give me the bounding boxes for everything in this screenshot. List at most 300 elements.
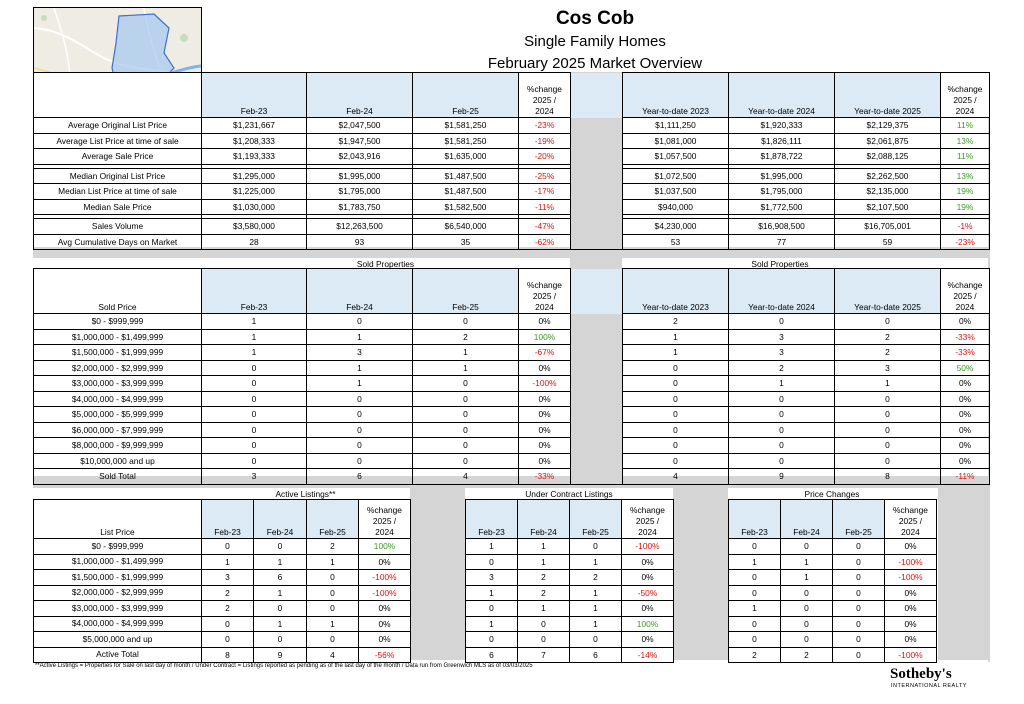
pct-change: 19% <box>941 199 990 215</box>
pct-change: -17% <box>519 184 571 200</box>
table-row <box>34 234 990 250</box>
column-header: Year-to-date 2023 <box>623 73 729 118</box>
pct-header-line: 2024 <box>955 302 975 312</box>
cell-value: $16,705,001 <box>835 219 941 235</box>
gap-column <box>571 184 623 200</box>
pct-header-line: %change <box>367 505 402 515</box>
cell-value: 1 <box>623 329 729 345</box>
table-row <box>466 647 674 663</box>
cell-value: 0 <box>729 438 835 454</box>
row-label: $1,000,000 - $1,499,999 <box>34 554 202 570</box>
cell-value: 1 <box>623 345 729 361</box>
cell-value: 2 <box>835 345 941 361</box>
pct-change: -1% <box>941 219 990 235</box>
header-row <box>34 269 990 314</box>
pct-change: -33% <box>941 345 990 361</box>
gap-column <box>571 168 623 184</box>
cell-value: 0 <box>307 570 359 586</box>
row-label: $2,000,000 - $2,999,999 <box>34 360 202 376</box>
cell-value: 0 <box>835 453 941 469</box>
cell-value: 3 <box>729 345 835 361</box>
cell-value: 0 <box>413 376 519 392</box>
cell-value: 1 <box>307 616 359 632</box>
cell-value: 3 <box>835 360 941 376</box>
table-row <box>729 585 937 601</box>
pct-header-line: 2025 / <box>953 95 977 105</box>
cell-value: 0 <box>835 422 941 438</box>
row-label: Median Original List Price <box>34 168 202 184</box>
cell-value: 0 <box>307 438 413 454</box>
cell-value: 0 <box>729 632 781 648</box>
cell-value: 0 <box>781 632 833 648</box>
table-row <box>729 616 937 632</box>
band-list-3 <box>938 488 988 660</box>
cell-value: 7 <box>518 647 570 663</box>
cell-value: 1 <box>307 329 413 345</box>
cell-value: 0 <box>623 453 729 469</box>
pct-change-header <box>941 269 990 314</box>
cell-value: 1 <box>413 360 519 376</box>
pct-header-line: 2024 <box>375 527 394 537</box>
cell-value: $2,088,125 <box>835 149 941 165</box>
cell-value: $1,295,000 <box>202 168 307 184</box>
pct-change: 0% <box>885 601 937 617</box>
cell-value: 1 <box>307 554 359 570</box>
cell-value: 0 <box>781 585 833 601</box>
cell-value: 0 <box>307 632 359 648</box>
cell-value: 3 <box>729 329 835 345</box>
pct-change: 0% <box>519 407 571 423</box>
cell-value: 1 <box>729 376 835 392</box>
cell-value: 1 <box>254 554 307 570</box>
table-row <box>34 149 990 165</box>
table-row <box>466 601 674 617</box>
row-label: $6,000,000 - $7,999,999 <box>34 422 202 438</box>
table-row <box>34 453 990 469</box>
pct-change: -100% <box>622 539 674 555</box>
cell-value: 0 <box>307 453 413 469</box>
cell-value: $1,878,722 <box>729 149 835 165</box>
cell-value: 1 <box>466 616 518 632</box>
table-row <box>34 647 411 663</box>
pct-change: 0% <box>622 554 674 570</box>
cell-value: 0 <box>518 632 570 648</box>
cell-value: 3 <box>307 345 413 361</box>
cell-value: 1 <box>466 585 518 601</box>
report-title: Cos Cob <box>555 8 635 29</box>
pct-change: 0% <box>622 601 674 617</box>
sold-properties-table <box>33 268 990 485</box>
pct-change: -56% <box>359 647 411 663</box>
table-row <box>34 314 990 330</box>
cell-value: 4 <box>307 647 359 663</box>
column-header: Feb-24 <box>307 269 413 314</box>
cell-value: 2 <box>729 360 835 376</box>
gap-column <box>571 219 623 235</box>
cell-value: $1,795,000 <box>729 184 835 200</box>
cell-value: 2 <box>202 585 254 601</box>
column-header: Feb-25 <box>413 269 519 314</box>
cell-value: $1,037,500 <box>623 184 729 200</box>
cell-value: $16,908,500 <box>729 219 835 235</box>
cell-value: $3,580,000 <box>202 219 307 235</box>
row-label: $5,000,000 and up <box>34 632 202 648</box>
cell-value: 0 <box>623 360 729 376</box>
cell-value: 1 <box>307 376 413 392</box>
row-label: $4,000,000 - $4,999,999 <box>34 616 202 632</box>
table-row <box>34 422 990 438</box>
cell-value: 0 <box>307 391 413 407</box>
table-row <box>34 407 990 423</box>
gap-column <box>571 133 623 149</box>
cell-value: 0 <box>833 554 885 570</box>
column-header: Feb-25 <box>307 500 359 539</box>
pct-change: -100% <box>519 376 571 392</box>
cell-value: $2,135,000 <box>835 184 941 200</box>
gap-column <box>571 149 623 165</box>
pct-change: 100% <box>622 616 674 632</box>
cell-value: 0 <box>413 391 519 407</box>
row-label: Active Total <box>34 647 202 663</box>
brand-tagline: INTERNATIONAL REALTY <box>891 683 967 689</box>
cell-value: $1,081,000 <box>623 133 729 149</box>
cell-value: 0 <box>729 422 835 438</box>
row-label: $0 - $999,999 <box>34 539 202 555</box>
cell-value: $1,487,500 <box>413 168 519 184</box>
gap-column <box>571 234 623 250</box>
table-row <box>34 570 411 586</box>
cell-value: 1 <box>518 539 570 555</box>
pct-change-header <box>519 269 571 314</box>
cell-value: 0 <box>202 407 307 423</box>
gap-column <box>571 269 623 314</box>
cell-value: 1 <box>570 616 622 632</box>
listings-block-table <box>465 499 674 663</box>
cell-value: 1 <box>254 616 307 632</box>
cell-value: 0 <box>307 422 413 438</box>
table-row <box>34 199 990 215</box>
cell-value: $2,043,916 <box>307 149 413 165</box>
cell-value: 0 <box>413 438 519 454</box>
pct-header-line: %change <box>893 505 928 515</box>
row-label: $8,000,000 - $9,999,999 <box>34 438 202 454</box>
column-header: Feb-23 <box>202 269 307 314</box>
cell-value: 0 <box>413 422 519 438</box>
pct-change: 0% <box>941 422 990 438</box>
pct-change: 100% <box>519 329 571 345</box>
cell-value: 1 <box>835 376 941 392</box>
cell-value: $1,581,250 <box>413 118 519 134</box>
cell-value: 0 <box>729 539 781 555</box>
cell-value: 0 <box>729 314 835 330</box>
cell-value: 2 <box>729 647 781 663</box>
pct-change: 0% <box>519 360 571 376</box>
pct-header-line: %change <box>527 280 562 290</box>
row-label: Average Original List Price <box>34 118 202 134</box>
cell-value: 4 <box>413 469 519 485</box>
cell-value: $1,208,333 <box>202 133 307 149</box>
header-row <box>34 73 990 118</box>
pct-change: -100% <box>359 585 411 601</box>
cell-value: 6 <box>307 469 413 485</box>
cell-value: 0 <box>307 601 359 617</box>
row-header: List Price <box>34 500 202 539</box>
pct-change: 0% <box>359 601 411 617</box>
cell-value: 0 <box>833 632 885 648</box>
column-header: Feb-25 <box>833 500 885 539</box>
row-label: $10,000,000 and up <box>34 453 202 469</box>
pct-change-header <box>519 73 571 118</box>
cell-value: 9 <box>729 469 835 485</box>
column-header: Year-to-date 2025 <box>835 73 941 118</box>
row-label: $1,000,000 - $1,499,999 <box>34 329 202 345</box>
cell-value: 0 <box>833 616 885 632</box>
pct-header-line: 2025 / <box>372 516 397 526</box>
table-row <box>34 184 990 200</box>
cell-value: $1,193,333 <box>202 149 307 165</box>
band-list-1 <box>410 488 465 660</box>
cell-value: 9 <box>254 647 307 663</box>
footnote: **Active Listings = Properties for Sale on last day of month / Under Contract = Listings reported as pending as of the last day of the month / Data run from Greenwich MLS as of 03/03/2025 <box>35 663 533 669</box>
cell-value: 1 <box>466 539 518 555</box>
cell-value: $1,947,500 <box>307 133 413 149</box>
gap-column <box>571 422 623 438</box>
row-label: $4,000,000 - $4,999,999 <box>34 391 202 407</box>
cell-value: 93 <box>307 234 413 250</box>
pct-change: -23% <box>519 118 571 134</box>
sold-title-left: Sold Properties <box>356 259 415 269</box>
cell-value: 1 <box>518 554 570 570</box>
pct-change: 0% <box>885 585 937 601</box>
pct-header-line: %change <box>947 84 983 94</box>
pct-header-line: 2025 / <box>532 291 557 301</box>
pct-change: 0% <box>941 438 990 454</box>
cell-value: $1,635,000 <box>413 149 519 165</box>
cell-value: 0 <box>835 438 941 454</box>
cell-value: 0 <box>729 391 835 407</box>
cell-value: 2 <box>518 570 570 586</box>
gap-column <box>571 376 623 392</box>
cell-value: $1,783,750 <box>307 199 413 215</box>
column-header: Year-to-date 2024 <box>729 269 835 314</box>
cell-value: 3 <box>202 469 307 485</box>
cell-value: 0 <box>466 632 518 648</box>
table-row <box>34 360 990 376</box>
cell-value: 0 <box>833 647 885 663</box>
pct-change: -33% <box>519 469 571 485</box>
column-header: Feb-23 <box>202 73 307 118</box>
cell-value: 0 <box>202 376 307 392</box>
cell-value: 0 <box>413 407 519 423</box>
table-row <box>466 570 674 586</box>
cell-value: 1 <box>413 345 519 361</box>
cell-value: 2 <box>781 647 833 663</box>
cell-value: $1,030,000 <box>202 199 307 215</box>
pct-change: 0% <box>885 539 937 555</box>
cell-value: 2 <box>835 329 941 345</box>
cell-value: 8 <box>202 647 254 663</box>
cell-value: 1 <box>202 554 254 570</box>
table-row <box>34 376 990 392</box>
cell-value: 0 <box>202 539 254 555</box>
cell-value: 0 <box>623 422 729 438</box>
cell-value: 0 <box>833 539 885 555</box>
table-row <box>34 168 990 184</box>
cell-value: 2 <box>307 539 359 555</box>
pct-change-header <box>622 500 674 539</box>
cell-value: 28 <box>202 234 307 250</box>
cell-value: 77 <box>729 234 835 250</box>
cell-value: 0 <box>466 554 518 570</box>
row-label: $5,000,000 - $5,999,999 <box>34 407 202 423</box>
pct-header-line: 2024 <box>535 106 554 116</box>
cell-value: 1 <box>518 601 570 617</box>
row-label: $0 - $999,999 <box>34 314 202 330</box>
table-row <box>34 219 990 235</box>
pct-change: 0% <box>519 391 571 407</box>
gap-column <box>571 360 623 376</box>
cell-value: 0 <box>202 438 307 454</box>
table-row <box>34 345 990 361</box>
pct-change: -14% <box>622 647 674 663</box>
cell-value: $1,487,500 <box>413 184 519 200</box>
cell-value: 1 <box>781 554 833 570</box>
table-row <box>34 601 411 617</box>
table-row <box>466 616 674 632</box>
cell-value: 0 <box>623 438 729 454</box>
table-row <box>34 329 990 345</box>
pct-change: -67% <box>519 345 571 361</box>
cell-value: $1,231,667 <box>202 118 307 134</box>
cell-value: 1 <box>570 585 622 601</box>
pct-header-line: %change <box>947 280 983 290</box>
cell-value: 1 <box>307 360 413 376</box>
cell-value: $12,263,500 <box>307 219 413 235</box>
cell-value: 2 <box>623 314 729 330</box>
pct-change: 0% <box>941 391 990 407</box>
cell-value: 0 <box>729 453 835 469</box>
cell-value: $1,072,500 <box>623 168 729 184</box>
cell-value: 8 <box>835 469 941 485</box>
table-row <box>729 570 937 586</box>
cell-value: 6 <box>466 647 518 663</box>
cell-value: $1,826,111 <box>729 133 835 149</box>
pct-change: -20% <box>519 149 571 165</box>
column-header: Feb-23 <box>729 500 781 539</box>
cell-value: 2 <box>202 601 254 617</box>
row-label: Sold Total <box>34 469 202 485</box>
pct-change: 0% <box>941 453 990 469</box>
cell-value: $1,225,000 <box>202 184 307 200</box>
table-row <box>34 438 990 454</box>
cell-value: 2 <box>518 585 570 601</box>
column-header: Year-to-date 2025 <box>835 269 941 314</box>
cell-value: $2,061,875 <box>835 133 941 149</box>
pct-header-line: 2025 / <box>898 516 923 526</box>
table-row <box>34 585 411 601</box>
cell-value: 1 <box>729 601 781 617</box>
cell-value: 0 <box>466 601 518 617</box>
table-row <box>34 632 411 648</box>
pct-change: 0% <box>519 314 571 330</box>
pct-change: 11% <box>941 118 990 134</box>
cell-value: 6 <box>254 570 307 586</box>
pct-change: -100% <box>885 647 937 663</box>
cell-value: $1,057,500 <box>623 149 729 165</box>
gap-column <box>571 407 623 423</box>
pct-change: -47% <box>519 219 571 235</box>
row-label: $3,000,000 - $3,999,999 <box>34 376 202 392</box>
row-header: Sold Price <box>34 269 202 314</box>
cell-value: 0 <box>729 407 835 423</box>
cell-value: $1,995,000 <box>729 168 835 184</box>
row-header <box>34 73 202 118</box>
table-row <box>34 133 990 149</box>
table-row <box>34 616 411 632</box>
cell-value: 0 <box>835 314 941 330</box>
cell-value: 0 <box>729 585 781 601</box>
cell-value: $1,582,500 <box>413 199 519 215</box>
column-header: Feb-23 <box>202 500 254 539</box>
pct-change: 0% <box>885 616 937 632</box>
cell-value: 1 <box>254 585 307 601</box>
pct-change-header <box>359 500 411 539</box>
gap-column <box>571 329 623 345</box>
pct-header-line: 2025 / <box>635 516 660 526</box>
cell-value: 0 <box>518 616 570 632</box>
pct-change: -25% <box>519 168 571 184</box>
cell-value: 0 <box>833 570 885 586</box>
pct-change: 0% <box>941 314 990 330</box>
row-label: Sales Volume <box>34 219 202 235</box>
listings-block-table <box>33 499 411 663</box>
cell-value: $1,581,250 <box>413 133 519 149</box>
pct-header-line: 2025 / <box>532 95 557 105</box>
cell-value: 0 <box>307 407 413 423</box>
column-header: Feb-25 <box>570 500 622 539</box>
cell-value: 0 <box>254 632 307 648</box>
listings-block-table <box>728 499 937 663</box>
pct-change: -23% <box>941 234 990 250</box>
column-header: Feb-24 <box>307 73 413 118</box>
cell-value: $1,795,000 <box>307 184 413 200</box>
cell-value: 0 <box>413 314 519 330</box>
cell-value: $2,107,500 <box>835 199 941 215</box>
pct-change: 0% <box>519 438 571 454</box>
pct-change: 0% <box>359 632 411 648</box>
cell-value: 0 <box>202 632 254 648</box>
cell-value: 0 <box>729 570 781 586</box>
column-header: Feb-24 <box>781 500 833 539</box>
table-row <box>466 632 674 648</box>
cell-value: $1,920,333 <box>729 118 835 134</box>
header-row <box>34 500 411 539</box>
table-row <box>729 647 937 663</box>
cell-value: 0 <box>835 391 941 407</box>
pct-change: 11% <box>941 149 990 165</box>
header-row <box>466 500 674 539</box>
row-label: $2,000,000 - $2,999,999 <box>34 585 202 601</box>
table-row <box>34 469 990 485</box>
market-overview-table <box>33 72 990 250</box>
table-row <box>34 118 990 134</box>
pct-change: 0% <box>359 616 411 632</box>
gap-column <box>571 314 623 330</box>
pct-change: -100% <box>885 570 937 586</box>
report-subtitle: Single Family Homes <box>524 33 666 50</box>
pct-change: 0% <box>941 407 990 423</box>
pct-change: 13% <box>941 133 990 149</box>
